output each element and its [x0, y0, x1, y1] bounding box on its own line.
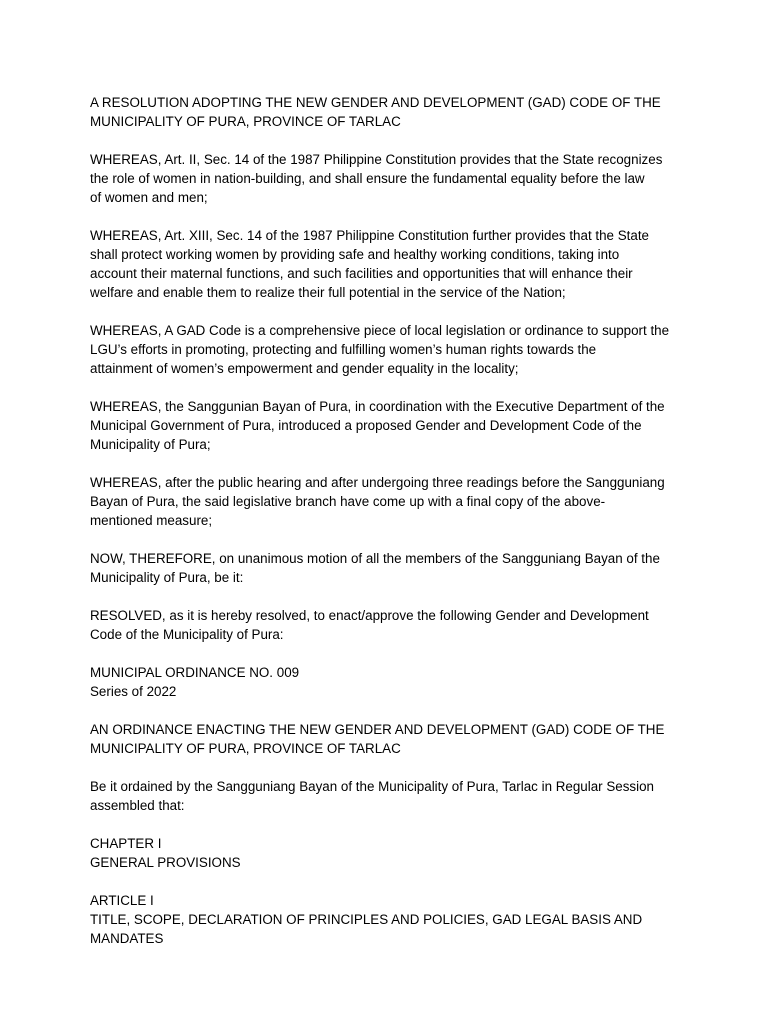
whereas-clause-2: WHEREAS, Art. XIII, Sec. 14 of the 1987 Philippine Constitution further provides that the State shall protect working women by providing safe and healthy working conditions, taking into account their maternal functions, and such facilities and opportunities that will enhance their welfare and enable them to realize their full potential in the service of the Nation;: [90, 228, 649, 300]
document-page: [90, 93, 690, 967]
chapter-heading: CHAPTER I GENERAL PROVISIONS: [90, 836, 241, 870]
whereas-clause-3: WHEREAS, A GAD Code is a comprehensive piece of local legislation or ordinance to support the LGU’s efforts in promoting, protecting and fulfilling women’s human rights towards the attainment of women’s empowerment and gender equality in the locality;: [90, 323, 670, 376]
whereas-clause-5: WHEREAS, after the public hearing and after undergoing three readings before the Sangguniang Bayan of Pura, the said legislative branch have come up with a final copy of the above- mentioned measure;: [90, 475, 665, 528]
resolved-clause: RESOLVED, as it is hereby resolved, to enact/approve the following Gender and Development Code of the Municipality of Pura:: [90, 608, 649, 642]
enacting-clause: Be it ordained by the Sangguniang Bayan of the Municipality of Pura, Tarlac in Regular Session assembled that:: [90, 779, 654, 813]
whereas-clause-1: WHEREAS, Art. II, Sec. 14 of the 1987 Philippine Constitution provides that the State recognizes the role of women in nation-building, and shall ensure the fundamental equality before the law of women and men;: [90, 152, 663, 205]
whereas-clause-4: WHEREAS, the Sanggunian Bayan of Pura, in coordination with the Executive Department of the Municipal Government of Pura, introduced a proposed Gender and Development Code of the Municipality of Pura;: [90, 399, 665, 452]
ordinance-title: AN ORDINANCE ENACTING THE NEW GENDER AND DEVELOPMENT (GAD) CODE OF THE MUNICIPALITY OF PURA, PROVINCE OF TARLAC: [90, 722, 665, 756]
resolution-title: A RESOLUTION ADOPTING THE NEW GENDER AND DEVELOPMENT (GAD) CODE OF THE MUNICIPALITY OF PURA, PROVINCE OF TARLAC: [90, 95, 661, 129]
ordinance-number: MUNICIPAL ORDINANCE NO. 009 Series of 2022: [90, 665, 300, 699]
now-therefore-clause: NOW, THEREFORE, on unanimous motion of all the members of the Sangguniang Bayan of the Municipality of Pura, be it:: [90, 551, 660, 585]
article-heading: ARTICLE I TITLE, SCOPE, DECLARATION OF PRINCIPLES AND POLICIES, GAD LEGAL BASIS AND MANDATES: [90, 893, 643, 946]
